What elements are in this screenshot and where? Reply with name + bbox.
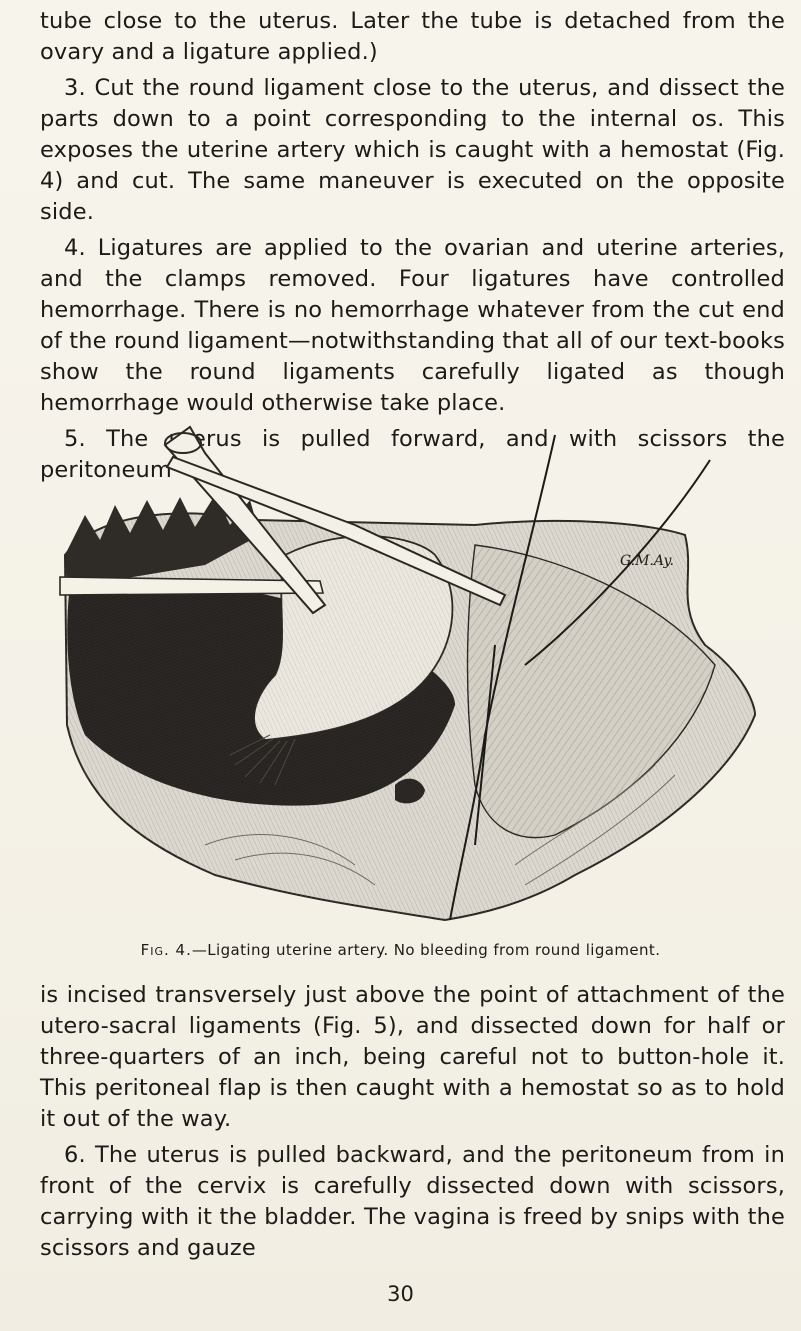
- paragraph-bottom-0: is incised transversely just above the point of attachment of the utero-sacral ligaments (Fig. 5), and dissected down for half or three-quarters of an inch, being careful not to button-hole it. This peritoneal flap is then caught with a hemostat so as to hold it out of the way.: [40, 982, 785, 1132]
- paragraph-top-2: 4. Ligatures are applied to the ovarian and uterine arteries, and the clamps removed. Four ligatures have controlled hemorrhage. There is no hemorrhage whatever from the cut end of the round ligament—notwithstanding that all of our text-books show the round ligaments carefully ligated as though hemorrhage would otherwise take place.: [40, 235, 785, 416]
- figure-caption: [0, 941, 801, 959]
- paragraph-top-0: tube close to the uterus. Later the tube is detached from the ovary and a ligature applied.): [40, 8, 785, 65]
- surgical-illustration: [55, 405, 765, 925]
- caption-figure-number: Fig. 4.: [140, 941, 192, 959]
- figure-illustration: [55, 405, 765, 925]
- page-number: 30: [387, 1282, 414, 1306]
- bottom-text-block: [40, 980, 785, 1269]
- paragraph-top-3: 5. The uterus is pulled forward, and with scissors the peritoneum: [40, 426, 785, 483]
- paragraph-top-1: 3. Cut the round ligament close to the uterus, and dissect the parts down to a point corresponding to the internal os. This exposes the uterine artery which is caught with a hemostat (Fig. 4) and cut. The same maneuver is executed on the opposite side.: [40, 75, 785, 225]
- caption-text: —Ligating uterine artery. No bleeding from round ligament.: [191, 941, 661, 959]
- artist-signature: G.M.Ay.: [620, 553, 674, 569]
- paragraph-bottom-1: 6. The uterus is pulled backward, and the peritoneum from in front of the cervix is carefully dissected down with scissors, carrying with it the bladder. The vagina is freed by snips with the scissors and gauze: [40, 1142, 785, 1261]
